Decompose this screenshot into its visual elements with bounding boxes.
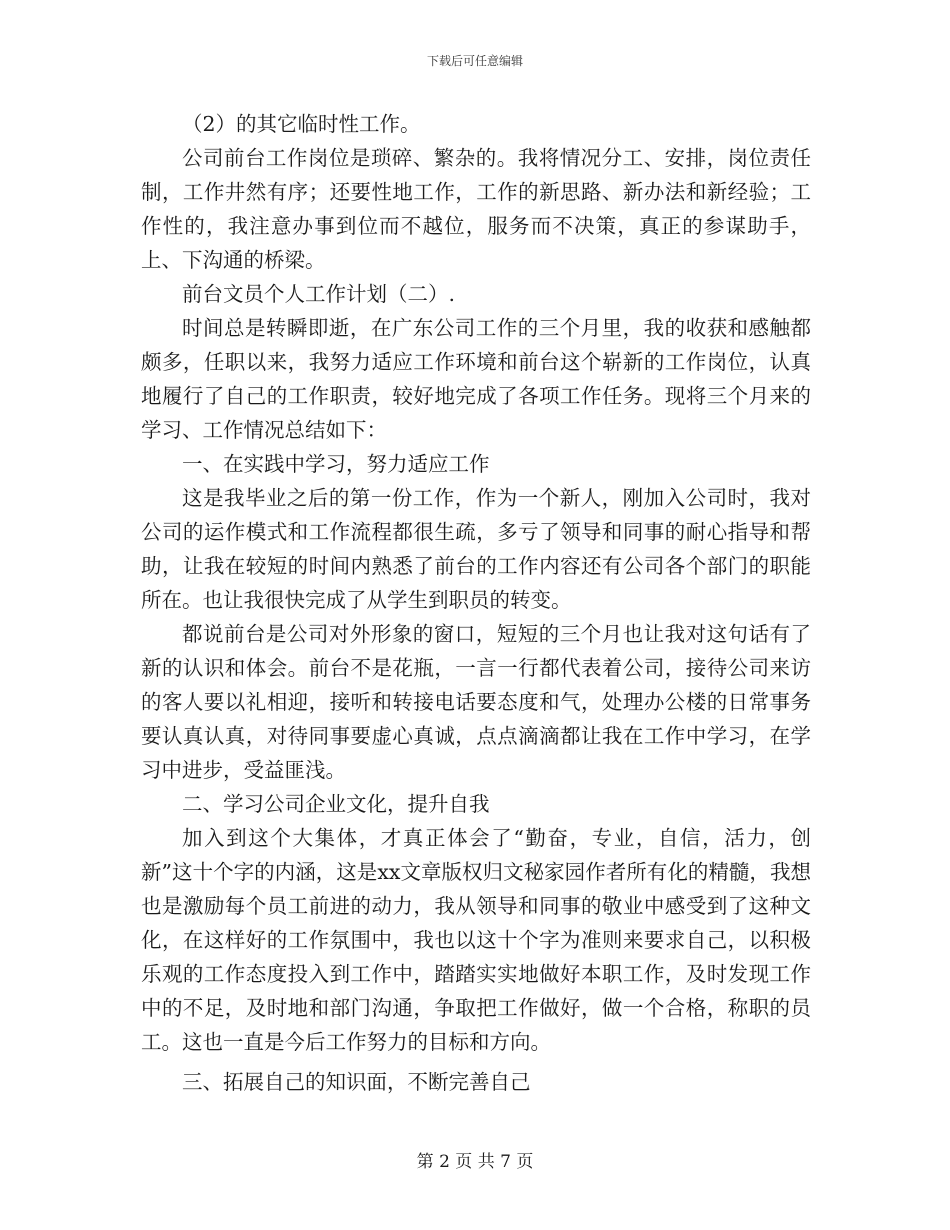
paragraph: 公司前台工作岗位是琐碎、繁杂的。我将情况分工、安排，岗位责任制，工作井然有序；还要性地工作，工作的新思路、新办法和新经验；工作性的，我注意办事到位而不越位，服务而不决策，真正的参谋助手，上、下沟通的桥梁。 <box>141 146 811 272</box>
paragraph: 都说前台是公司对外形象的窗口，短短的三个月也让我对这句话有了新的认识和体会。前台不是花瓶，一言一行都代表着公司，接待公司来访的客人要以礼相迎，接听和转接电话要态度和气，处理办公楼的日常事务要认真认真，对待同事要虚心真诚，点点滴滴都让我在工作中学习，在学习中进步，受益匪浅。 <box>141 622 811 782</box>
paragraph: （2）的其它临时性工作。 <box>182 112 421 136</box>
section-heading: 一、在实践中学习，努力适应工作 <box>182 452 490 476</box>
section-title: 前台文员个人工作计划（二）. <box>182 282 456 306</box>
section-heading: 三、拓展自己的知识面，不断完善自己 <box>182 1070 531 1094</box>
page-footer: 第 2 页 共 7 页 <box>416 1152 534 1172</box>
page-header: 下载后可任意编辑 <box>426 54 523 68</box>
paragraph: 时间总是转瞬即逝，在广东公司工作的三个月里，我的收获和感触都颇多，任职以来，我努力适应工作环境和前台这个崭新的工作岗位，认真地履行了自己的工作职责，较好地完成了各项工作任务。现将三个月来的学习、工作情况总结如下： <box>141 316 811 442</box>
section-heading: 二、学习公司企业文化，提升自我 <box>182 792 490 816</box>
paragraph: 加入到这个大集体，才真正体会了“勤奋，专业，自信，活力，创新”这十个字的内涵，这是xx文章版权归文秘家园作者所有化的精髓，我想也是激励每个员工前进的动力，我从领导和同事的敬业中感受到了这种文化，在这样好的工作氛围中，我也以这十个字为准则来要求自己，以积极乐观的工作态度投入到工作中，踏踏实实地做好本职工作，及时发现工作中的不足，及时地和部门沟通，争取把工作做好，做一个合格，称职的员工。这也一直是今后工作努力的目标和方向。 <box>141 826 811 1054</box>
paragraph: 这是我毕业之后的第一份工作，作为一个新人，刚加入公司时，我对公司的运作模式和工作流程都很生疏，多亏了领导和同事的耐心指导和帮助，让我在较短的时间内熟悉了前台的工作内容还有公司各个部门的职能所在。也让我很快完成了从学生到职员的转变。 <box>141 486 811 612</box>
document-body <box>141 107 811 1099</box>
